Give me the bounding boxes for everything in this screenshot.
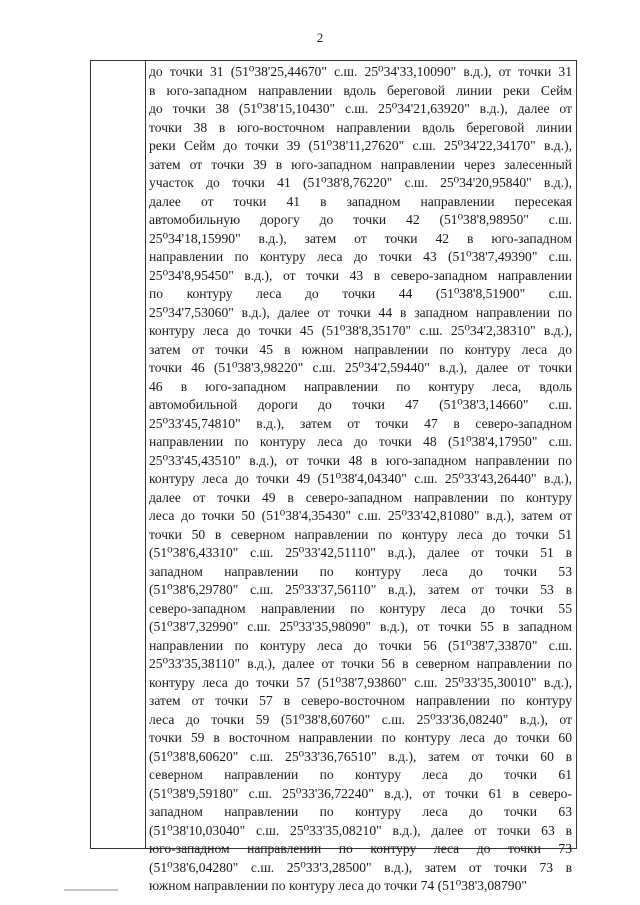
text-line: 25⁰33'35,38110" в.д.), далее от точки 56 в северном направлении по <box>149 656 572 671</box>
text-line: точки 50 в северном направлении по контуру леса до точки 51 <box>149 526 572 542</box>
text-line: далее от точки 49 в северо-западном направлении по контуру <box>149 489 572 505</box>
text-line: (51⁰38'9,59180" с.ш. 25⁰33'36,72240" в.д.), от точки 61 в северо- <box>149 785 572 801</box>
text-line: в юго-западном направлении вдоль береговой линии реки Сейм <box>149 82 572 98</box>
text-line: направлении по контуру леса до точки 56 (51⁰38'7,33870" с.ш. <box>149 637 572 653</box>
text-line: автомобильной дороги до точки 47 (51⁰38'3,14660" с.ш. <box>149 397 572 412</box>
text-line: южном направлении по контуру леса до точки 74 (51⁰38'3,08790" <box>149 878 527 893</box>
text-line: западном направлении по контуру леса до точки 63 <box>149 804 572 819</box>
text-line: 25⁰34'8,95450" в.д.), от точки 43 в северо-западном направлении <box>149 267 572 283</box>
text-line: (51⁰38'7,32990" с.ш. 25⁰33'35,98090" в.д.), от точки 55 в западном <box>149 619 572 634</box>
text-line: 25⁰34'7,53060" в.д.), далее от точки 44 в западном направлении по <box>149 304 572 320</box>
text-line: юго-западном направлении по контуру леса до точки 73 <box>149 841 572 856</box>
text-line: направлении по контуру леса до точки 48 (51⁰38'4,17950" с.ш. <box>149 434 572 449</box>
text-line: леса до точки 59 (51⁰38'8,60760" с.ш. 25⁰33'36,08240" в.д.), от <box>149 711 572 727</box>
text-line: леса до точки 50 (51⁰38'4,35430" с.ш. 25⁰33'42,81080" в.д.), затем от <box>149 508 572 523</box>
text-line: затем от точки 39 в юго-западном направлении через залесенный <box>149 156 572 172</box>
text-line: затем от точки 45 в южном направлении по контуру леса до <box>149 341 572 357</box>
boundary-description-table <box>90 60 577 893</box>
text-line: до точки 31 (51⁰38'25,44670" с.ш. 25⁰34'33,10090" в.д.), от точки 31 <box>149 64 572 79</box>
table-left-cell <box>91 61 146 848</box>
text-line: точки 46 (51⁰38'3,98220" с.ш. 25⁰34'2,59440" в.д.), далее от точки <box>149 360 572 375</box>
text-line: контуру леса до точки 45 (51⁰38'8,35170" с.ш. 25⁰34'2,38310" в.д.), <box>149 323 572 338</box>
text-line: точки 59 в восточном направлении по контуру леса до точки 60 <box>149 730 572 745</box>
text-line: 25⁰33'45,43510" в.д.), от точки 48 в юго-западном направлении по <box>149 452 572 468</box>
text-line: (51⁰38'6,04280" с.ш. 25⁰33'3,28500" в.д.), затем от точки 73 в <box>149 859 572 875</box>
text-line: (51⁰38'8,60620" с.ш. 25⁰33'36,76510" в.д.), затем от точки 60 в <box>149 748 572 764</box>
text-line: до точки 38 (51⁰38'15,10430" с.ш. 25⁰34'21,63920" в.д.), далее от <box>149 101 572 116</box>
text-line: 46 в юго-западном направлении по контуру леса, вдоль <box>149 378 572 394</box>
text-line: реки Сейм до точки 39 (51⁰38'11,27620" с.ш. 25⁰34'22,34170" в.д.), <box>149 138 572 153</box>
text-line: северо-западном направлении по контуру леса до точки 55 <box>149 600 572 616</box>
text-line: 25⁰34'18,15990" в.д.), затем от точки 42 в юго-западном <box>149 230 572 246</box>
text-line: затем от точки 57 в северо-восточном направлении по контуру <box>149 693 572 708</box>
text-line: (51⁰38'6,29780" с.ш. 25⁰33'37,56110" в.д.), затем от точки 53 в <box>149 582 572 597</box>
text-line: точки 38 в юго-восточном направлении вдоль береговой линии <box>149 119 572 135</box>
text-line: по контуру леса до точки 44 (51⁰38'8,51900" с.ш. <box>149 286 572 301</box>
boundary-description-text <box>146 61 576 893</box>
text-line: контуру леса до точки 49 (51⁰38'4,04340" с.ш. 25⁰33'43,26440" в.д.), <box>149 471 572 486</box>
text-line: 25⁰33'45,74810" в.д.), затем от точки 47 в северо-западном <box>149 415 572 431</box>
text-line: участок до точки 41 (51⁰38'8,76220" с.ш. 25⁰34'20,95840" в.д.), <box>149 175 572 190</box>
text-line: (51⁰38'10,03040" с.ш. 25⁰33'35,08210" в.д.), далее от точки 63 в <box>149 822 572 838</box>
text-line: северном направлении по контуру леса до точки 61 <box>149 767 572 782</box>
text-line: западном направлении по контуру леса до точки 53 <box>149 563 572 579</box>
text-line: направлении по контуру леса до точки 43 (51⁰38'7,49390" с.ш. <box>149 249 572 264</box>
text-line: (51⁰38'6,43310" с.ш. 25⁰33'42,51110" в.д.), далее от точки 51 в <box>149 545 572 560</box>
text-line: автомобильную дорогу до точки 42 (51⁰38'8,98950" с.ш. <box>149 212 572 227</box>
page-number: 2 <box>316 30 324 45</box>
text-line: далее от точки 41 в западном направлении пересекая <box>149 193 572 209</box>
footer-scan-mark <box>64 889 118 891</box>
text-line: контуру леса до точки 57 (51⁰38'7,93860" с.ш. 25⁰33'35,30010" в.д.), <box>149 674 572 690</box>
